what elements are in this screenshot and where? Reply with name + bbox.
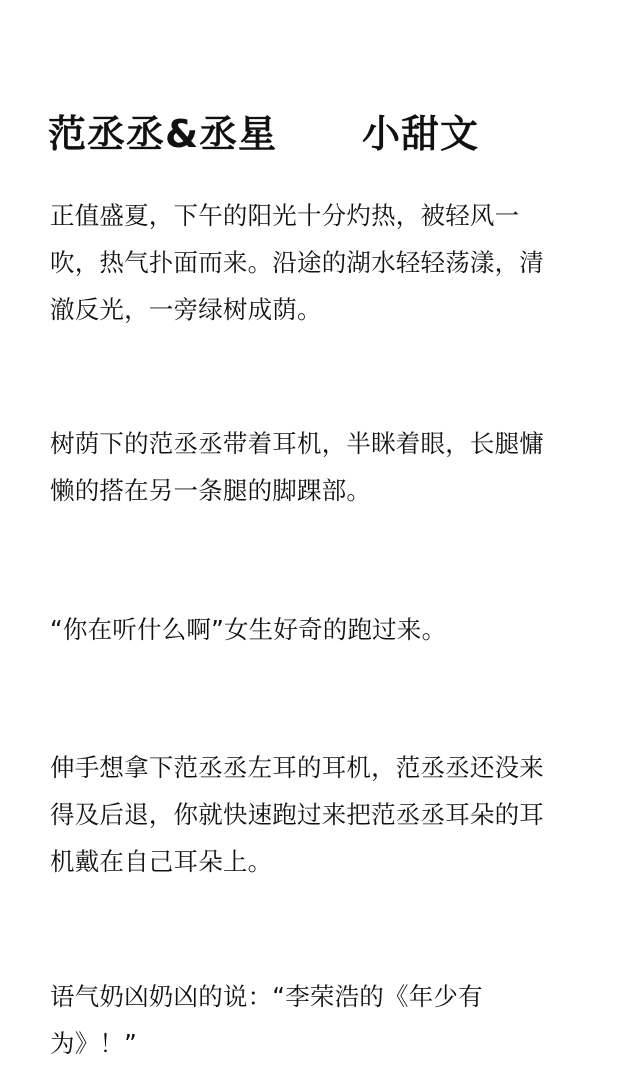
title-main: 范丞丞&丞星	[48, 112, 278, 156]
paragraph-line: 语气奶凶奶凶的说：“李荣浩的《年少有	[50, 982, 483, 1011]
paragraph-line: 懒的搭在另一条腿的脚踝部。	[50, 476, 372, 505]
paragraph-1	[50, 192, 598, 333]
paragraph-line: 正值盛夏，下午的阳光十分灼热，被轻风一	[50, 201, 520, 230]
paragraph-line: 吹，热气扑面而来。沿途的湖水轻轻荡漾，清	[50, 248, 544, 277]
paragraph-4	[50, 744, 598, 885]
paragraph-line: 得及后退，你就快速跑过来把范丞丞耳朵的耳	[50, 800, 544, 829]
paragraph-line: “你在听什么啊”女生好奇的跑过来。	[50, 615, 447, 644]
paragraph-5	[50, 973, 598, 1067]
paragraph-3	[50, 606, 598, 653]
paragraph-line: 伸手想拿下范丞丞左耳的耳机，范丞丞还没来	[50, 753, 544, 782]
paragraph-2	[50, 420, 598, 514]
paragraph-line: 机戴在自己耳朵上。	[50, 847, 273, 876]
paragraph-line: 树荫下的范丞丞带着耳机，半眯着眼，长腿慵	[50, 429, 544, 458]
paragraph-line: 澈反光，一旁绿树成荫。	[50, 295, 322, 324]
title-subtitle: 小甜文	[362, 112, 480, 156]
article-title	[48, 106, 608, 162]
paragraph-line: 为》！”	[50, 1029, 137, 1058]
